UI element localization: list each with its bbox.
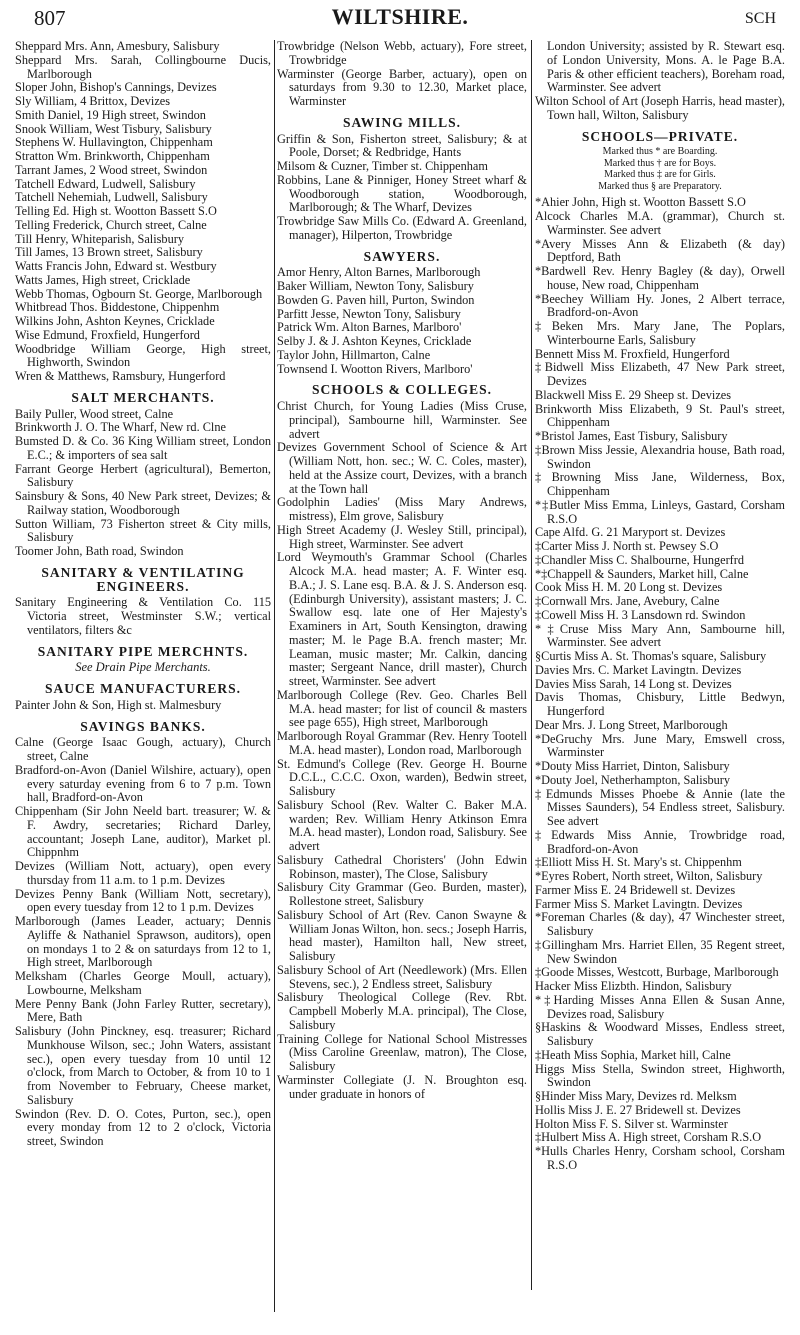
directory-entry: Tatchell Nehemiah, Ludwell, Salisbury xyxy=(15,190,208,205)
directory-entry: Hacker Miss Elizbth. Hindon, Salisbury xyxy=(535,979,732,993)
directory-entry: Training College for National School Mistresses (Miss Caroline Greenlaw, matron), The Close, Salisbury xyxy=(277,1031,527,1073)
directory-entry: ‡Cowell Miss H. 3 Lansdown rd. Swindon xyxy=(535,607,746,622)
directory-entry: Devizes Government School of Science & Art (William Nott, hon. sec.; W. C. Coles, master), held at the Assize court, Devizes, with a branch at the Town hall xyxy=(277,440,527,496)
directory-entry: Wise Edmund, Froxfield, Hungerford xyxy=(15,327,200,342)
directory-entry: §Curtis Miss A. St. Thomas's square, Salisbury xyxy=(535,649,767,663)
section-heading: SAWYERS. xyxy=(363,248,441,264)
directory-entry: Calne (George Isaac Gough, actuary), Church street, Calne xyxy=(15,735,271,763)
directory-entry: Farmer Miss E. 24 Bridewell st. Devizes xyxy=(535,882,736,897)
directory-entry: High Street Academy (J. Wesley Still, principal), High street, Warminster. See advert xyxy=(277,522,527,551)
directory-entry: Brinkworth Miss Elizabeth, 9 St. Paul's street, Chippenham xyxy=(535,401,785,430)
directory-entry: Sly William, 4 Brittox, Devizes xyxy=(15,94,171,108)
directory-entry: Sainsbury & Sons, 40 New Park street, Devizes; & Railway station, Woodborough xyxy=(15,489,271,517)
directory-entry: Tarrant James, 2 Wood street, Swindon xyxy=(15,162,208,177)
directory-entry: Bowden G. Paven hill, Purton, Swindon xyxy=(277,292,475,307)
directory-entry: Farrant George Herbert (agricultural), Bemerton, Salisbury xyxy=(15,461,271,490)
directory-entry: Patrick Wm. Alton Barnes, Marlboro' xyxy=(277,320,462,335)
directory-entry: Marlborough College (Rev. Geo. Charles Bell M.A. head master; for list of council & masters see page 655), High street, Marlborough xyxy=(277,687,527,730)
directory-entry: St. Edmund's College (Rev. George H. Bourne D.C.L., C.C.C. Oxon, warden), Bedwin street, Salisbury xyxy=(277,756,527,798)
directory-entry: Hollis Miss J. E. 27 Bridewell st. Devizes xyxy=(535,1102,741,1117)
directory-entry: Woodbridge William George, High street, Highworth, Swindon xyxy=(15,341,271,370)
directory-entry: *‡Chappell & Saunders, Market hill, Calne xyxy=(535,566,749,581)
directory-entry: ‡Beken Mrs. Mary Jane, The Poplars, Winterbourne Earls, Salisbury xyxy=(535,319,785,347)
directory-entry: Salisbury Cathedral Choristers' (John Edwin Robinson, master), The Close, Salisbury xyxy=(277,852,527,881)
directory-entry: Whitbread Thos. Biddestone, Chippenhm xyxy=(15,300,220,315)
directory-entry: Farmer Miss S. Market Lavingtn. Devizes xyxy=(535,896,743,911)
column-2 xyxy=(277,40,527,1101)
directory-entry: Holton Miss F. S. Silver st. Warminster xyxy=(535,1116,728,1131)
directory-entry: Swindon (Rev. D. O. Cotes, Purton, sec.), open every monday from 12 to 2 o'clock, Victoria street, Swindon xyxy=(15,1106,271,1148)
directory-entry: ‡Goode Misses, Westcott, Burbage, Marlborough xyxy=(535,965,779,980)
directory-entry: Selby J. & J. Ashton Keynes, Cricklade xyxy=(277,334,472,348)
directory-entry: Cook Miss H. M. 20 Long st. Devizes xyxy=(535,580,723,595)
directory-entry: *DeGruchy Mrs. June Mary, Emswell cross, Warminster xyxy=(535,731,785,760)
directory-entry: Watts James, High street, Cricklade xyxy=(15,272,191,287)
directory-entry: Toomer John, Bath road, Swindon xyxy=(15,544,184,558)
directory-entry: Wilton School of Art (Joseph Harris, head master), Town hall, Wilton, Salisbury xyxy=(535,94,785,122)
directory-entry: Salisbury City Grammar (Geo. Burden, master), Rollestone street, Salisbury xyxy=(277,880,527,908)
symbol-key-line: Marked thus § are Preparatory. xyxy=(598,180,722,192)
directory-entry: *Eyres Robert, North street, Wilton, Salisbury xyxy=(535,869,763,883)
directory-entry: London University; assisted by R. Stewart esq. of London University, Mons. A. le Page B.A. Paris & other efficient teachers), Boreham road, Warminster. See advert xyxy=(547,39,785,95)
directory-entry: Sheppard Mrs. Sarah, Collingbourne Ducis, Marlborough xyxy=(15,52,271,81)
directory-entry: *Ahier John, High st. Wootton Bassett S.O xyxy=(535,195,746,210)
directory-entry: Robbins, Lane & Pinniger, Honey Street wharf & Woodborough station, Woodborough, Marlborough; & The Wharf, Devizes xyxy=(277,172,527,215)
directory-entry: ‡Elliott Miss H. St. Mary's st. Chippenhm xyxy=(535,855,742,870)
directory-entry: Marlborough Royal Grammar (Rev. Henry Tootell M.A. head master), London road, Marlborough xyxy=(277,729,527,757)
directory-entry: Baily Puller, Wood street, Calne xyxy=(15,406,174,421)
symbol-key-line: Marked thus * are Boarding. xyxy=(602,146,718,158)
directory-entry: ‡Browning Miss Jane, Wilderness, Box, Chippenham xyxy=(535,470,785,498)
directory-entry: Davies Mrs. C. Market Lavingtn. Devizes xyxy=(535,662,742,677)
section-heading: SANITARY PIPE MERCHNTS. xyxy=(37,643,249,659)
directory-entry: Smith Daniel, 19 High street, Swindon xyxy=(15,107,206,122)
directory-entry: *Bristol James, East Tisbury, Salisbury xyxy=(535,429,728,443)
directory-entry: Trowbridge Saw Mills Co. (Edward A. Greenland, manager), Hilperton, Trowbridge xyxy=(277,214,527,242)
directory-entry: Salisbury Theological College (Rev. Rbt. Campbell Moberly M.A. principal), The Close, Salisbury xyxy=(277,990,527,1032)
directory-entry: Telling Ed. High st. Wootton Bassett S.O xyxy=(15,204,217,218)
directory-entry: Sutton William, 73 Fisherton street & City mills, Salisbury xyxy=(15,516,271,545)
directory-entry: Taylor John, Hillmarton, Calne xyxy=(277,347,431,362)
directory-entry: §Haskins & Woodward Misses, Endless street, Salisbury xyxy=(535,1020,785,1048)
directory-entry: Marlborough (James Leader, actuary; Dennis Ayliffe & Nathaniel Sprawson, auditors), open on mondays 1 to 2 & on saturdays from 12 to 1, High street, Marlborough xyxy=(15,914,271,970)
directory-entry: Baker William, Newton Tony, Salisbury xyxy=(277,279,474,293)
column-divider xyxy=(531,40,532,1290)
symbol-key xyxy=(535,146,785,192)
section-heading: SAVINGS BANKS. xyxy=(80,718,206,734)
section-heading: SALT MERCHANTS. xyxy=(71,389,215,405)
column-3 xyxy=(535,40,785,1173)
directory-entry: *Hulls Charles Henry, Corsham school, Corsham R.S.O xyxy=(535,1144,785,1172)
directory-entry: Wren & Matthews, Ramsbury, Hungerford xyxy=(15,369,226,383)
directory-entry: Salisbury School of Art (Needlework) (Mrs. Ellen Stevens, sec.), 2 Endless street, Salisbury xyxy=(277,962,527,991)
directory-entry: Lord Weymouth's Grammar School (Charles Alcock M.A. head master; A. F. Winter esq. B.A.; J. S. Lane esq. B.A. & J. S. Anderson esq. (Edinburgh University), assistant masters; J. C. Swallow esq. late one of Her Majesty's Examiners in Art, South Kensington, drawing master; M. le Page B.A. french master; Mr. Leaman, music master; Mr. Calkin, dancing master; Sergeant Nance, drill master), Church street, Warminster. See advert xyxy=(277,550,527,688)
directory-entry: Sanitary Engineering & Ventilation Co. 115 Victoria street, Westminster S.W.; vertical ventilators, filters &c xyxy=(15,595,271,637)
directory-entry: Watts Francis John, Edward st. Westbury xyxy=(15,259,217,273)
directory-entry: Salisbury (John Pinckney, esq. treasurer; Richard Munkhouse Wilson, sec.; John Waters, assistant sec.), open every tuesday from 10 until 12 o'clock, from March to October, & from 10 to 1 from November to February, Cheese market, Salisbury xyxy=(15,1024,271,1107)
directory-entry: §Hinder Miss Mary, Devizes rd. Melksm xyxy=(535,1089,737,1103)
page-title: WILTSHIRE. xyxy=(331,4,469,29)
directory-entry: Bradford-on-Avon (Daniel Wilshire, actuary), open every saturday evening from 6 to 7 p.m. Town hall, Bradford-on-Avon xyxy=(15,762,271,805)
symbol-key-line: Marked thus ‡ are for Girls. xyxy=(604,169,716,181)
directory-entry: *Foreman Charles (& day), 47 Winchester street, Salisbury xyxy=(535,910,785,938)
directory-entry: Dear Mrs. J. Long Street, Marlborough xyxy=(535,717,728,732)
directory-entry: Stratton Wm. Brinkworth, Chippenham xyxy=(15,149,210,163)
directory-entry: Sloper John, Bishop's Cannings, Devizes xyxy=(15,80,217,95)
directory-entry: Amor Henry, Alton Barnes, Marlborough xyxy=(277,265,481,280)
directory-entry: *Beechey William Hy. Jones, 2 Albert terrace, Bradford-on-Avon xyxy=(535,291,785,320)
directory-entry: Townsend I. Wootton Rivers, Marlboro' xyxy=(277,361,473,376)
directory-entry: Griffin & Son, Fisherton street, Salisbury; & at Poole, Dorset; & Redbridge, Hants xyxy=(277,131,527,160)
directory-entry: ‡Brown Miss Jessie, Alexandria house, Bath road, Swindon xyxy=(535,442,785,471)
directory-entry: Stephens W. Hullavington, Chippenham xyxy=(15,135,213,150)
directory-entry: *‡Cruse Miss Mary Ann, Sambourne hill, Warminster. See advert xyxy=(535,621,785,650)
directory-entry: Warminster Collegiate (J. N. Broughton esq. under graduate in honors of xyxy=(277,1072,527,1101)
directory-entry: Painter John & Son, High st. Malmesbury xyxy=(15,697,222,712)
section-heading: SCHOOLS—PRIVATE. xyxy=(581,128,739,144)
directory-entry: Bennett Miss M. Froxfield, Hungerford xyxy=(535,346,730,361)
directory-entry: Till Henry, Whiteparish, Salisbury xyxy=(15,231,184,246)
directory-entry: *Douty Miss Harriet, Dinton, Salisbury xyxy=(535,759,730,773)
column-divider xyxy=(274,40,275,1312)
directory-entry: *Avery Misses Ann & Elizabeth (& day) Deptford, Bath xyxy=(535,236,785,265)
directory-entry: Sheppard Mrs. Ann, Amesbury, Salisbury xyxy=(15,39,220,53)
directory-entry: ‡Edmunds Misses Phoebe & Annie (late the Misses Saunders), 54 Endless street, Salisbury. See advert xyxy=(535,786,785,828)
column-1 xyxy=(15,40,271,1149)
cross-reference-note: See Drain Pipe Merchants. xyxy=(75,660,211,675)
directory-entry: Tatchell Edward, Ludwell, Salisbury xyxy=(15,176,196,191)
directory-entry: ‡Cornwall Mrs. Jane, Avebury, Calne xyxy=(535,594,720,608)
directory-entry: Salisbury School (Rev. Walter C. Baker M.A. warden; Rev. William Henry Atkinson Emra M.A. head master), London road, Salisbury. See advert xyxy=(277,797,527,853)
directory-entry: *‡Harding Misses Anna Ellen & Susan Anne, Devizes road, Salisbury xyxy=(535,992,785,1021)
directory-entry: ‡Hulbert Miss A. High street, Corsham R.S.O xyxy=(535,1130,762,1145)
directory-entry: Wilkins John, Ashton Keynes, Cricklade xyxy=(15,314,215,328)
directory-entry: Cape Alfd. G. 21 Maryport st. Devizes xyxy=(535,525,726,540)
section-heading: SAUCE MANUFACTURERS. xyxy=(44,681,241,696)
directory-entry: ‡Bidwell Miss Elizabeth, 47 New Park street, Devizes xyxy=(535,360,785,388)
directory-entry: Godolphin Ladies' (Miss Mary Andrews, mistress), Elm grove, Salisbury xyxy=(277,495,527,523)
section-heading: SANITARY & VENTILATING ENGINEERS. xyxy=(41,564,245,594)
directory-entry: Parfitt Jesse, Newton Tony, Salisbury xyxy=(277,306,461,321)
directory-entry: ‡Chandler Miss C. Shalbourne, Hungerfrd xyxy=(535,552,745,567)
directory-entry: ‡Carter Miss J. North st. Pewsey S.O xyxy=(535,539,719,553)
directory-entry: Till James, 13 Brown street, Salisbury xyxy=(15,245,203,260)
directory-entry: Blackwell Miss E. 29 Sheep st. Devizes xyxy=(535,387,732,402)
directory-entry: Alcock Charles M.A. (grammar), Church st. Warminster. See advert xyxy=(535,209,785,237)
directory-entry: Higgs Miss Stella, Swindon street, Highworth, Swindon xyxy=(535,1061,785,1090)
directory-entry: Chippenham (Sir John Neeld bart. treasurer; W. & F. Awdry, secretaries; Richard Darley, accountant; Joseph Lane, auditor), Market pl. Chippnhm xyxy=(15,804,271,860)
directory-entry: Christ Church, for Young Ladies (Miss Cruse, principal), Sambourne hill, Warminster. See advert xyxy=(277,399,527,441)
page-number: 807 xyxy=(34,6,66,30)
directory-entry: Devizes Penny Bank (William Nott, secretary), open every tuesday from 12 to 1 p.m. Devizes xyxy=(15,886,271,915)
directory-entry: Salisbury School of Art (Rev. Canon Swayne & William Jonas Wilton, hon. secs.; Joseph Harris, head master), Hamilton hall, New street, Salisbury xyxy=(277,907,527,963)
page-header xyxy=(0,4,800,34)
directory-entry: Davies Miss Sarah, 14 Long st. Devizes xyxy=(535,676,732,691)
section-heading: SAWING MILLS. xyxy=(342,114,462,130)
directory-entry: Warminster (George Barber, actuary), open on saturdays from 9.30 to 12.30, Market place, Warminster xyxy=(277,66,527,108)
directory-entry: ‡Gillingham Mrs. Harriet Ellen, 35 Regent street, New Swindon xyxy=(535,937,785,966)
directory-entry: Davis Thomas, Chisbury, Little Bedwyn, Hungerford xyxy=(535,690,785,718)
directory-entry: Devizes (William Nott, actuary), open every thursday from 11 a.m. to 1 p.m. Devizes xyxy=(15,859,271,887)
symbol-key-line: Marked thus † are for Boys. xyxy=(603,157,717,169)
directory-entry: Brinkworth J. O. The Wharf, New rd. Clne xyxy=(15,420,226,435)
directory-entry: Bumsted D. & Co. 36 King William street, London E.C.; & importers of sea salt xyxy=(15,434,271,462)
directory-entry: *Douty Joel, Netherhampton, Salisbury xyxy=(535,772,731,787)
directory-entry: ‡Edwards Miss Annie, Trowbridge road, Bradford-on-Avon xyxy=(535,827,785,856)
section-heading: SCHOOLS & COLLEGES. xyxy=(312,382,492,398)
directory-entry: Milsom & Cuzner, Timber st. Chippenham xyxy=(277,159,488,173)
directory-entry: ‡Heath Miss Sophia, Market hill, Calne xyxy=(535,1047,731,1062)
directory-entry: Telling Frederick, Church street, Calne xyxy=(15,217,207,232)
directory-entry: Mere Penny Bank (John Farley Rutter, secretary), Mere, Bath xyxy=(15,996,271,1025)
directory-entry: Melksham (Charles George Moull, actuary), Lowbourne, Melksham xyxy=(15,969,271,997)
directory-entry: Webb Thomas, Ogbourn St. George, Marlborough xyxy=(15,286,263,301)
directory-entry: Trowbridge (Nelson Webb, actuary), Fore street, Trowbridge xyxy=(277,39,527,67)
directory-entry: Snook William, West Tisbury, Salisbury xyxy=(15,121,212,136)
directory-entry: *‡Butler Miss Emma, Linleys, Gastard, Corsham R.S.O xyxy=(535,497,785,526)
running-head: SCH xyxy=(744,10,776,27)
directory-entry: *Bardwell Rev. Henry Bagley (& day), Orwell house, New road, Chippenham xyxy=(535,264,785,292)
